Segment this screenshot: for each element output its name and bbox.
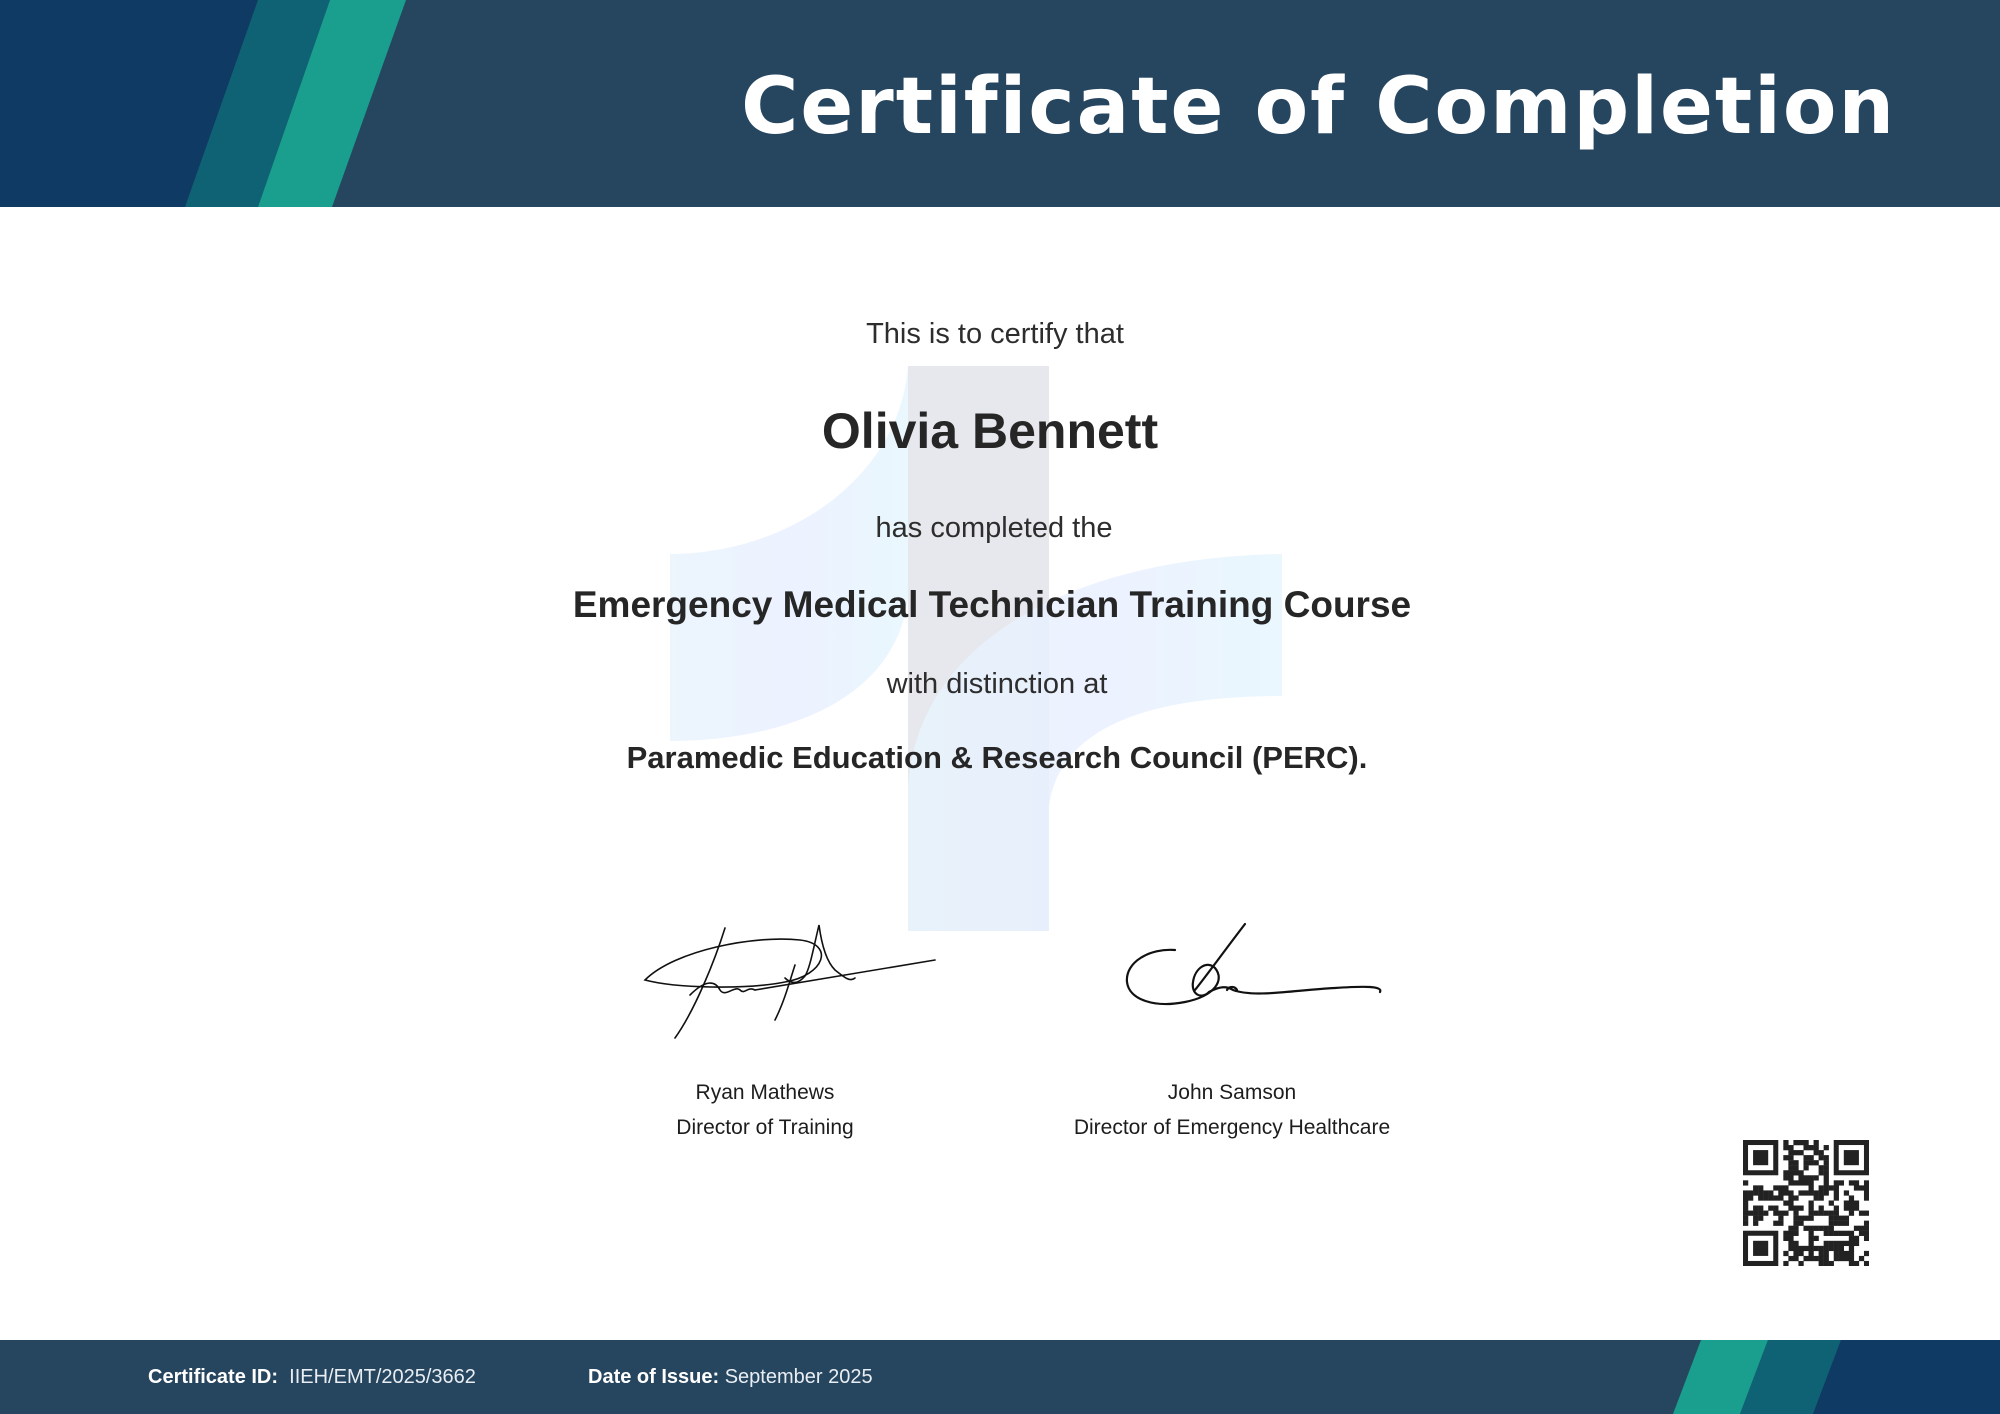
footer-stripes <box>1630 1340 2000 1414</box>
certificate-id-value: IIEH/EMT/2025/3662 <box>289 1366 476 1388</box>
footer-band <box>0 1340 2000 1414</box>
signer-john-samson <box>1032 1075 1432 1145</box>
recipient-name: Olivia Bennett <box>821 403 1159 459</box>
certificate-title: Certificate of Completion <box>741 62 1896 152</box>
certificate-id <box>148 1340 476 1414</box>
completed-text: has completed the <box>875 512 1113 544</box>
signer-name: Ryan Mathews <box>695 1081 835 1104</box>
header-band <box>0 0 2000 207</box>
distinction-text: with distinction at <box>886 668 1108 700</box>
signer-ryan-mathews <box>600 1075 930 1145</box>
signer-title: Director of Training <box>676 1116 854 1139</box>
organization-name: Paramedic Education & Research Council (PERC). <box>626 740 1368 775</box>
signature-john-samson <box>1115 920 1395 1020</box>
date-value: September 2025 <box>724 1366 873 1388</box>
qr-code-icon <box>1743 1140 1869 1266</box>
course-name: Emergency Medical Technician Training Course <box>572 584 1412 625</box>
signer-title: Director of Emergency Healthcare <box>1073 1116 1391 1139</box>
date-label: Date of Issue: <box>588 1366 720 1388</box>
certify-text: This is to certify that <box>866 318 1124 350</box>
header-stripes <box>0 0 420 207</box>
certificate-id-label: Certificate ID: <box>148 1366 279 1388</box>
signer-name: John Samson <box>1167 1081 1297 1104</box>
signature-ryan-mathews <box>635 920 945 1040</box>
date-of-issue <box>588 1340 873 1414</box>
